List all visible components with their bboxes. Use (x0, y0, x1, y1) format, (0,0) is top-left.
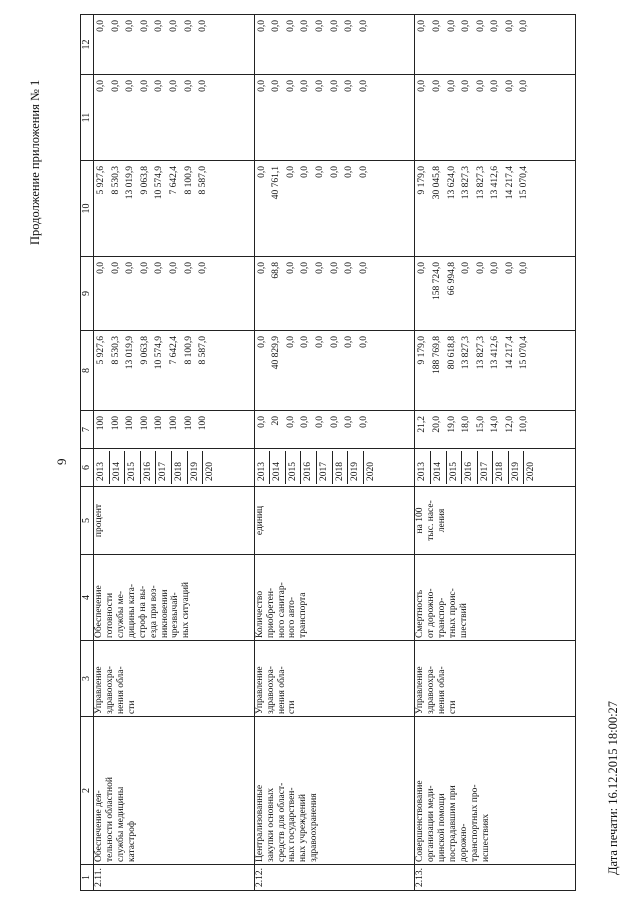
col12-column-cell (254, 15, 415, 75)
regional-funding-cell: 15 070,4 (519, 166, 530, 200)
regional-funding-cell: 40 761,1 (271, 166, 282, 200)
indicator-value-cell: 100 (183, 416, 194, 431)
federal-funding-cell: 0,0 (256, 262, 267, 274)
indicator-name-cell: Количество приобретен- ного санитар- ного авто- транспорта (254, 555, 415, 641)
column-number: 6 (81, 449, 94, 487)
local-funding-cell: 0,0 (168, 80, 179, 92)
regional-funding-cell: 14 217,4 (504, 166, 515, 200)
local-funding-cell: 0,0 (329, 80, 340, 92)
regional-funding-cell: 0,0 (300, 166, 311, 178)
other-funding-cell: 0,0 (431, 20, 442, 32)
col8-column-cell (254, 331, 415, 411)
regional-funding-cell: 13 827,3 (475, 166, 486, 200)
col12-column-cell (94, 15, 255, 75)
other-funding-cell: 0,0 (315, 20, 326, 32)
year-cell: 2019 (348, 451, 364, 484)
federal-funding-cell: 0,0 (183, 262, 194, 274)
year-cell: 2020 (365, 462, 376, 481)
year-cell: 2018 (172, 451, 188, 484)
year-cell: 2013 (94, 451, 110, 484)
indicator-value-cell: 15,0 (475, 416, 486, 433)
year-cell: 2013 (255, 451, 271, 484)
total-funding-cell: 7 642,4 (168, 336, 179, 365)
col11-column-cell (94, 75, 255, 161)
year-cell: 2015 (125, 451, 141, 484)
federal-funding-cell: 0,0 (504, 262, 515, 274)
year-cell: 2017 (317, 451, 333, 484)
local-funding-cell: 0,0 (198, 80, 209, 92)
total-funding-cell: 8 530,3 (110, 336, 121, 365)
col7-column-cell (94, 411, 255, 449)
local-funding-cell: 0,0 (344, 80, 355, 92)
table-row (94, 15, 255, 891)
indicator-value-cell: 18,0 (461, 416, 472, 433)
indicator-value-cell: 100 (154, 416, 165, 431)
other-funding-cell: 0,0 (139, 20, 150, 32)
federal-funding-cell: 0,0 (154, 262, 165, 274)
local-funding-cell: 0,0 (358, 80, 369, 92)
col9-column-cell (415, 257, 576, 331)
year-cell: 2013 (415, 451, 431, 484)
local-funding-cell: 0,0 (475, 80, 486, 92)
local-funding-cell: 0,0 (446, 80, 457, 92)
column-number: 10 (81, 161, 94, 257)
local-funding-cell: 0,0 (417, 80, 428, 92)
local-funding-cell: 0,0 (504, 80, 515, 92)
column-number: 8 (81, 331, 94, 411)
row-number-cell: 2.11. (94, 865, 255, 891)
total-funding-cell: 80 618,8 (446, 336, 457, 370)
indicator-value-cell: 20,0 (431, 416, 442, 433)
indicator-name-cell: Обеспечение готовности службы ме- дицины ката- строф на вы- езда при воз- никновении чрезвычай- ных ситуаций (94, 555, 255, 641)
total-funding-cell: 0,0 (256, 336, 267, 348)
regional-funding-cell: 9 063,8 (139, 166, 150, 195)
table-body (94, 15, 576, 891)
table-row (254, 15, 415, 891)
indicator-value-cell: 10,0 (519, 416, 530, 433)
executor-cell: Управление здравоохра- нения обла- сти (254, 641, 415, 717)
local-funding-cell: 0,0 (183, 80, 194, 92)
column-number: 11 (81, 75, 94, 161)
indicator-value-cell: 0,0 (285, 416, 296, 428)
other-funding-cell: 0,0 (490, 20, 501, 32)
column-number: 1 (81, 865, 94, 891)
federal-funding-cell: 0,0 (490, 262, 501, 274)
total-funding-cell: 13 019,9 (125, 336, 136, 370)
other-funding-cell: 0,0 (358, 20, 369, 32)
year-cell: 2014 (431, 451, 447, 484)
local-funding-cell: 0,0 (256, 80, 267, 92)
column-number: 2 (81, 717, 94, 865)
total-funding-cell: 0,0 (285, 336, 296, 348)
appendix-continuation-note: Продолжение приложения № 1 (28, 79, 42, 245)
indicator-value-cell: 100 (125, 416, 136, 431)
col10-column-cell (415, 161, 576, 257)
year-cell: 2017 (478, 451, 494, 484)
total-funding-cell: 0,0 (358, 336, 369, 348)
year-cell: 2014 (270, 451, 286, 484)
other-funding-cell: 0,0 (285, 20, 296, 32)
local-funding-cell: 0,0 (461, 80, 472, 92)
local-funding-cell: 0,0 (519, 80, 530, 92)
col9-column-cell (94, 257, 255, 331)
other-funding-cell: 0,0 (446, 20, 457, 32)
local-funding-cell: 0,0 (271, 80, 282, 92)
regional-funding-cell: 10 574,9 (154, 166, 165, 200)
total-funding-cell: 14 217,4 (504, 336, 515, 370)
local-funding-cell: 0,0 (285, 80, 296, 92)
column-number: 4 (81, 555, 94, 641)
indicator-value-cell: 0,0 (344, 416, 355, 428)
indicator-value-cell: 0,0 (329, 416, 340, 428)
federal-funding-cell: 0,0 (358, 262, 369, 274)
regional-funding-cell: 13 412,6 (490, 166, 501, 200)
column-number: 5 (81, 487, 94, 555)
year-cell: 2014 (110, 451, 126, 484)
column-number: 7 (81, 411, 94, 449)
year-cell: 2016 (301, 451, 317, 484)
year-cell: 2016 (141, 451, 157, 484)
regional-funding-cell: 9 179,0 (417, 166, 428, 195)
federal-funding-cell: 68,8 (271, 262, 282, 279)
year-cell: 2017 (156, 451, 172, 484)
column-number: 12 (81, 15, 94, 75)
federal-funding-cell: 0,0 (198, 262, 209, 274)
regional-funding-cell: 13 827,3 (461, 166, 472, 200)
executor-cell: Управление здравоохра- нения обла- сти (415, 641, 576, 717)
total-funding-cell: 188 769,8 (431, 336, 442, 374)
federal-funding-cell: 0,0 (168, 262, 179, 274)
other-funding-cell: 0,0 (183, 20, 194, 32)
regional-funding-cell: 8 587,0 (198, 166, 209, 195)
total-funding-cell: 9 063,8 (139, 336, 150, 365)
row-number-cell: 2.13. (415, 865, 576, 891)
federal-funding-cell: 0,0 (96, 262, 106, 274)
indicator-value-cell: 100 (139, 416, 150, 431)
other-funding-cell: 0,0 (168, 20, 179, 32)
regional-funding-cell: 0,0 (315, 166, 326, 178)
federal-funding-cell: 0,0 (475, 262, 486, 274)
total-funding-cell: 15 070,4 (519, 336, 530, 370)
total-funding-cell: 13 827,3 (475, 336, 486, 370)
years-column-cell (254, 449, 415, 487)
other-funding-cell: 0,0 (344, 20, 355, 32)
column-number-row (81, 15, 94, 891)
local-funding-cell: 0,0 (431, 80, 442, 92)
indicator-value-cell: 0,0 (300, 416, 311, 428)
total-funding-cell: 8 100,9 (183, 336, 194, 365)
other-funding-cell: 0,0 (110, 20, 121, 32)
col9-column-cell (254, 257, 415, 331)
col7-column-cell (415, 411, 576, 449)
regional-funding-cell: 13 019,9 (125, 166, 136, 200)
local-funding-cell: 0,0 (315, 80, 326, 92)
col10-column-cell (254, 161, 415, 257)
federal-funding-cell: 0,0 (344, 262, 355, 274)
federal-funding-cell: 158 724,0 (431, 262, 442, 300)
years-column-cell (415, 449, 576, 487)
indicator-name-cell: Смертность от дорожно- транспор- тных проис- шествий (415, 555, 576, 641)
regional-funding-cell: 0,0 (256, 166, 267, 178)
other-funding-cell: 0,0 (96, 20, 106, 32)
federal-funding-cell: 0,0 (125, 262, 136, 274)
federal-funding-cell: 66 994,8 (446, 262, 457, 296)
col11-column-cell (415, 75, 576, 161)
print-date: Дата печати: 16.12.2015 18:00:27 (606, 700, 620, 875)
indicator-value-cell: 20 (271, 416, 282, 426)
measure-name-cell: Обеспечение дея- тельности областной службы медицины катастроф (94, 717, 255, 865)
regional-funding-cell: 8 530,3 (110, 166, 121, 195)
col11-column-cell (254, 75, 415, 161)
program-measures-table (80, 14, 576, 891)
local-funding-cell: 0,0 (300, 80, 311, 92)
measure-name-cell: Совершенствование организации меди- цинской помощи пострадавшим при дорожно- транспортных про- исшествиях (415, 717, 576, 865)
indicator-value-cell: 100 (96, 416, 106, 431)
other-funding-cell: 0,0 (519, 20, 530, 32)
year-cell: 2020 (205, 462, 216, 481)
total-funding-cell: 0,0 (329, 336, 340, 348)
table-row (415, 15, 576, 891)
year-cell: 2015 (447, 451, 463, 484)
regional-funding-cell: 0,0 (285, 166, 296, 178)
total-funding-cell: 0,0 (344, 336, 355, 348)
total-funding-cell: 13 827,3 (461, 336, 472, 370)
other-funding-cell: 0,0 (198, 20, 209, 32)
regional-funding-cell: 13 624,0 (446, 166, 457, 200)
other-funding-cell: 0,0 (300, 20, 311, 32)
total-funding-cell: 40 829,9 (271, 336, 282, 370)
regional-funding-cell: 7 642,4 (168, 166, 179, 195)
year-cell: 2018 (333, 451, 349, 484)
federal-funding-cell: 0,0 (519, 262, 530, 274)
regional-funding-cell: 0,0 (358, 166, 369, 178)
indicator-value-cell: 21,2 (417, 416, 428, 433)
federal-funding-cell: 0,0 (417, 262, 428, 274)
column-number: 3 (81, 641, 94, 717)
total-funding-cell: 0,0 (315, 336, 326, 348)
federal-funding-cell: 0,0 (300, 262, 311, 274)
unit-cell: на 100 тыс. насе- ления (415, 487, 576, 555)
indicator-value-cell: 100 (110, 416, 121, 431)
other-funding-cell: 0,0 (475, 20, 486, 32)
total-funding-cell: 10 574,9 (154, 336, 165, 370)
federal-funding-cell: 0,0 (461, 262, 472, 274)
col8-column-cell (94, 331, 255, 411)
federal-funding-cell: 0,0 (139, 262, 150, 274)
federal-funding-cell: 0,0 (315, 262, 326, 274)
indicator-value-cell: 0,0 (358, 416, 369, 428)
regional-funding-cell: 5 927,6 (96, 166, 106, 195)
year-cell: 2019 (509, 451, 525, 484)
indicator-value-cell: 19,0 (446, 416, 457, 433)
local-funding-cell: 0,0 (110, 80, 121, 92)
measure-name-cell: Централизованные закупки основных средств для област- ных государствен- ных учреждений здравоохранения (254, 717, 415, 865)
year-cell: 2020 (526, 462, 537, 481)
total-funding-cell: 9 179,0 (417, 336, 428, 365)
unit-cell: единиц (254, 487, 415, 555)
local-funding-cell: 0,0 (154, 80, 165, 92)
local-funding-cell: 0,0 (490, 80, 501, 92)
other-funding-cell: 0,0 (417, 20, 428, 32)
executor-cell: Управление здравоохра- нения обла- сти (94, 641, 255, 717)
total-funding-cell: 5 927,6 (96, 336, 106, 365)
regional-funding-cell: 0,0 (344, 166, 355, 178)
year-cell: 2018 (493, 451, 509, 484)
federal-funding-cell: 0,0 (285, 262, 296, 274)
column-number: 9 (81, 257, 94, 331)
unit-cell: процент (94, 487, 255, 555)
local-funding-cell: 0,0 (96, 80, 106, 92)
other-funding-cell: 0,0 (461, 20, 472, 32)
local-funding-cell: 0,0 (139, 80, 150, 92)
year-cell: 2015 (286, 451, 302, 484)
regional-funding-cell: 0,0 (329, 166, 340, 178)
other-funding-cell: 0,0 (154, 20, 165, 32)
other-funding-cell: 0,0 (271, 20, 282, 32)
col7-column-cell (254, 411, 415, 449)
other-funding-cell: 0,0 (125, 20, 136, 32)
total-funding-cell: 8 587,0 (198, 336, 209, 365)
col8-column-cell (415, 331, 576, 411)
page-number: 9 (54, 458, 69, 465)
regional-funding-cell: 30 045,8 (431, 166, 442, 200)
total-funding-cell: 0,0 (300, 336, 311, 348)
indicator-value-cell: 14,0 (490, 416, 501, 433)
year-cell: 2016 (462, 451, 478, 484)
indicator-value-cell: 0,0 (256, 416, 267, 428)
indicator-value-cell: 100 (168, 416, 179, 431)
row-number-cell: 2.12. (254, 865, 415, 891)
local-funding-cell: 0,0 (125, 80, 136, 92)
other-funding-cell: 0,0 (329, 20, 340, 32)
col10-column-cell (94, 161, 255, 257)
years-column-cell (94, 449, 255, 487)
indicator-value-cell: 100 (198, 416, 209, 431)
other-funding-cell: 0,0 (256, 20, 267, 32)
regional-funding-cell: 8 100,9 (183, 166, 194, 195)
indicator-value-cell: 12,0 (504, 416, 515, 433)
federal-funding-cell: 0,0 (329, 262, 340, 274)
total-funding-cell: 13 412,6 (490, 336, 501, 370)
federal-funding-cell: 0,0 (110, 262, 121, 274)
other-funding-cell: 0,0 (504, 20, 515, 32)
col12-column-cell (415, 15, 576, 75)
indicator-value-cell: 0,0 (315, 416, 326, 428)
year-cell: 2019 (188, 451, 204, 484)
